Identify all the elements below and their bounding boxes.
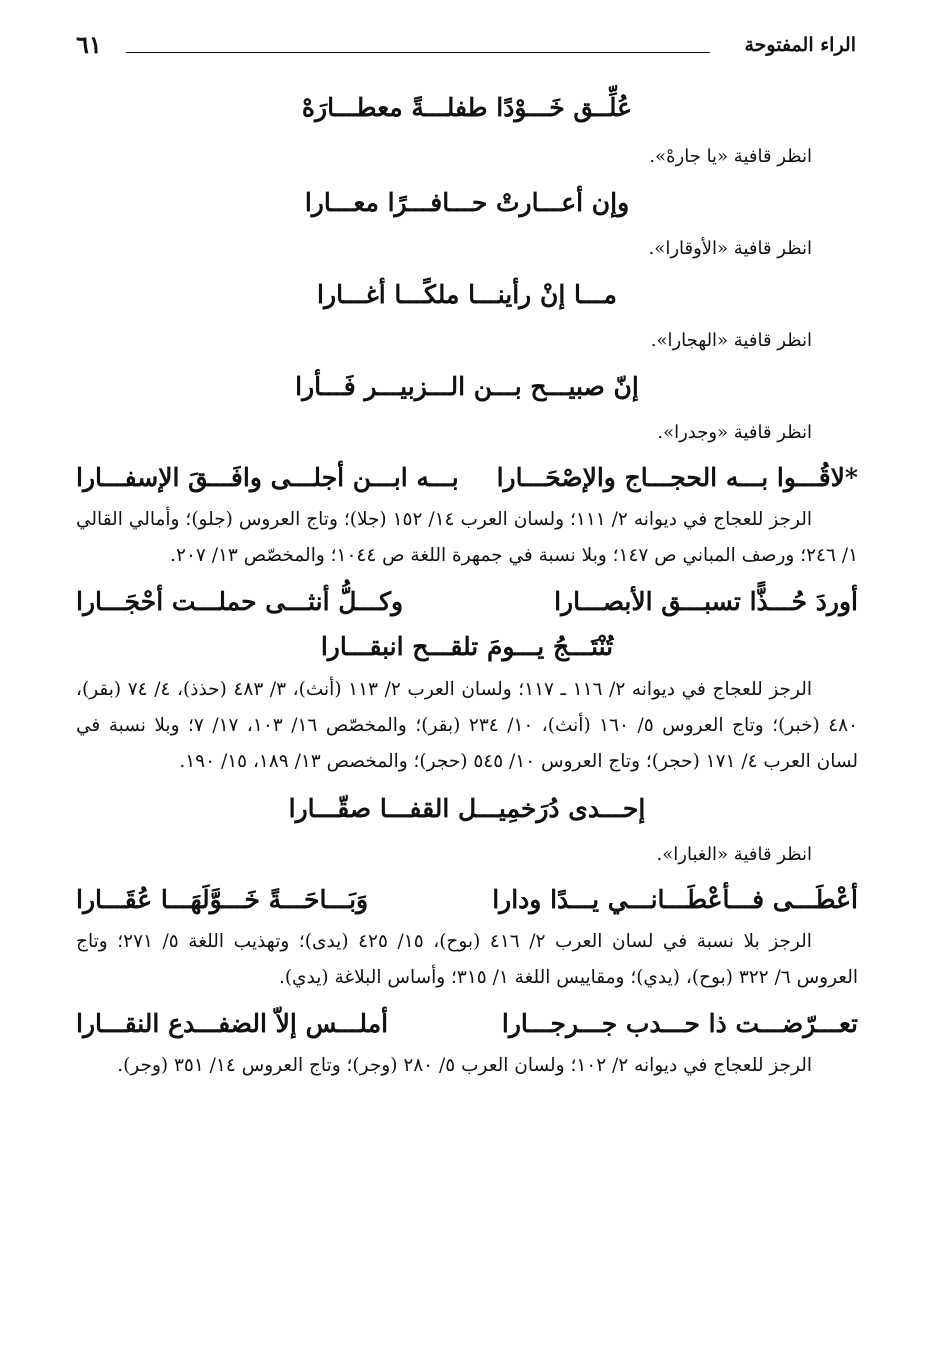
verse-hemistich-second: بـــه ابـــن أجلـــى وافَـــقَ الإسفـــارا	[76, 463, 459, 492]
verse-hemistich-second: وَبَـــاحَـــةً خَـــوَّلَهَـــا عُقَـــارا	[76, 885, 369, 914]
verse-couplet	[76, 580, 858, 624]
cross-reference: انظر قافية «الغبارا».	[656, 844, 812, 865]
verse-hemistich-first: لاقُـــوا بـــه الحجـــاج والإصْحَـــارا	[496, 463, 845, 492]
verse-couplet	[76, 878, 858, 922]
cross-reference: انظر قافية «وجدرا».	[657, 422, 812, 443]
page-number: ٦١	[76, 30, 102, 59]
cross-reference: انظر قافية «يا جارهْ».	[649, 146, 812, 167]
verse-hemistich-second: وكـــلُّ أنثـــى حملـــت أحْجَـــارا	[76, 587, 404, 616]
source-citation: الرجز للعجاج في ديوانه ٢/ ١١١؛ ولسان العرب ١٤/ ١٥٢ (جلا)؛ وتاج العروس (جلو)؛ وأمالي القالي ١/ ٢٤٦؛ ورصف المباني ص ١٤٧؛ وبلا نسبة في جمهرة اللغة ص ١٠٤٤؛ والمخصّص ١٣/ ٢٠٧.	[76, 509, 858, 566]
header-rule	[126, 52, 710, 53]
verse-hemistich-first: تعـــرّضـــت ذا حـــدب جـــرجـــارا	[501, 1009, 858, 1038]
verse-couplet	[76, 456, 858, 500]
source-citation: الرجز للعجاج في ديوانه ٢/ ١٠٢؛ ولسان العرب ٥/ ٢٨٠ (وجر)؛ وتاج العروس ١٤/ ٣٥١ (وجر).	[117, 1055, 812, 1076]
page-content	[76, 76, 858, 1090]
verse-couplet	[76, 1002, 858, 1046]
verse-line: إنّ صبيـــح بـــن الـــزبيـــر فَـــأرا	[295, 372, 639, 401]
verse-line: إحـــدى دُرَخمِيـــل القفـــا صقّـــارا	[288, 794, 646, 823]
verse-line: مـــا إنْ رأينـــا ملكًـــا أغـــارا	[317, 280, 617, 309]
verse-hemistich-second: أملـــس إلاّ الضفـــدع النقـــارا	[76, 1009, 389, 1038]
verse-line: وإن أعـــارتْ حـــافـــرًا معـــارا	[304, 188, 630, 217]
source-citation: الرجز بلا نسبة في لسان العرب ٢/ ٤١٦ (بوح)، ١٥/ ٤٢٥ (يدى)؛ وتهذيب اللغة ٥/ ٢٧١؛ وتاج العروس ٦/ ٣٢٢ (بوح)، (يدي)؛ ومقاييس اللغة ١/ ٣١٥؛ وأساس البلاغة (يدي).	[76, 931, 858, 988]
verse-marker: *	[844, 463, 858, 492]
verse-hemistich-first: أعْطَـــى فـــأعْطَـــانـــي يـــدًا ودارا	[492, 885, 858, 914]
cross-reference: انظر قافية «الهجارا».	[650, 330, 812, 351]
page-header	[76, 30, 856, 62]
cross-reference: انظر قافية «الأوقارا».	[648, 238, 812, 259]
verse-hemistich-first: أوردَ حُـــذًّا تسبـــق الأبصـــارا	[554, 587, 858, 616]
verse-line: عُلِّــق خَـــوْدًا طفلـــةً معطـــارَهْ	[301, 93, 633, 122]
chapter-title: الراء المفتوحة	[744, 34, 856, 56]
verse-line: تُنْتَـــجُ يـــومَ تلقـــح انبقـــارا	[320, 632, 614, 661]
source-citation: الرجز للعجاج في ديوانه ٢/ ١١٦ ـ ١١٧؛ ولسان العرب ٢/ ١١٣ (أنث)، ٣/ ٤٨٣ (حذذ)، ٤/ ٧٤ (بقر)، ٤٨٠ (خبر)؛ وتاج العروس ٥/ ١٦٠ (أنث)، ١٠/ ٢٣٤ (بقر)؛ والمخصّص ١٦/ ١٠٣، ١٧/ ٧؛ وبلا نسبة في لسان العرب ٤/ ١٧١ (حجر)؛ وتاج العروس ١٠/ ٥٤٥ (حجر)؛ والمخصص ١٣/ ١٨٩، ١٥/ ١٩٠.	[76, 679, 859, 772]
